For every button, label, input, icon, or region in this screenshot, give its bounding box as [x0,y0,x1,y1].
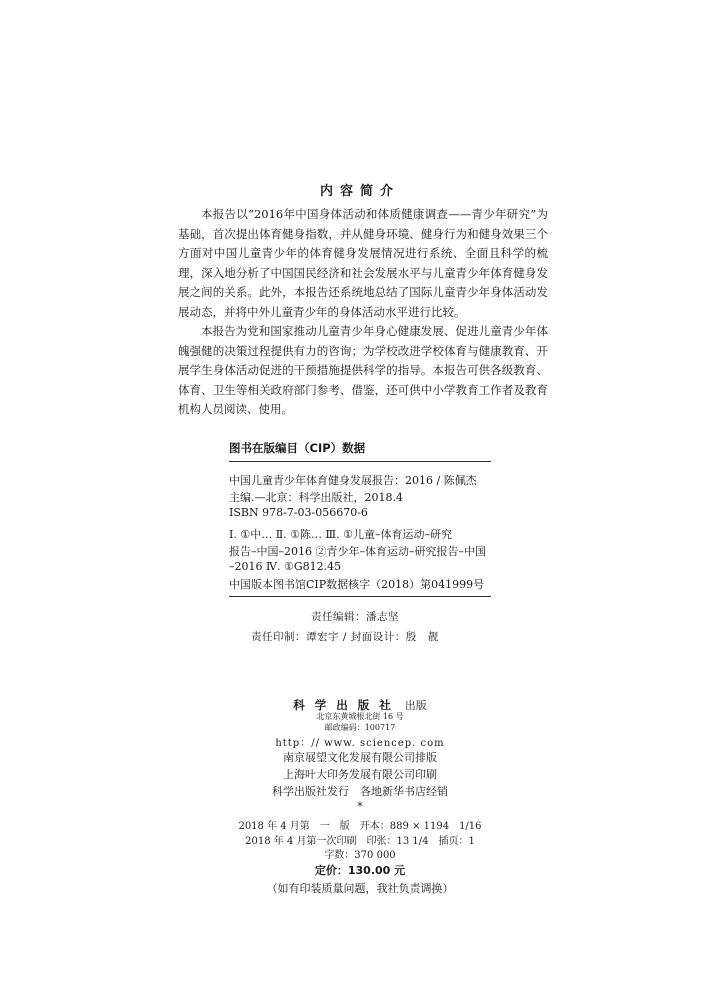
typesetter: 南京展望文化发展有限公司排版 [283,751,437,764]
cip-bottom-rule [229,596,491,597]
cip-top-rule [229,461,491,462]
quality-notice: （如有印装质量问题，我社负责调换） [266,882,454,895]
cip-line-2: 主编.—北京：科学出版社，2018.4 [229,491,403,504]
price: 定价：130.00 元 [314,864,406,877]
printer: 上海叶大印务发展有限公司印刷 [283,768,437,781]
word-count: 字数：370 000 [324,850,396,861]
cip-line-5: 报告–中国–2016 ②青少年–体育运动–研究报告–中国 [229,545,486,558]
page-title: 内容简介 [319,184,400,199]
cip-number: 中国版本图书馆CIP数据核字（2018）第041999号 [229,578,485,591]
distribution: 科学出版社发行 各地新华书店经销 [272,785,448,798]
cip-line-6: –2016 Ⅳ. ①G812.45 [229,560,342,573]
publisher-postcode: 邮政编码：100717 [324,723,396,732]
summary-paragraph-1: 本报告以“2016年中国身体活动和体质健康调查——青少年研究”为基础，首次提出体育健身指数，并从健身环境、健身行为和健身效果三个方面对中国儿童青少年的体育健身发展情况进行系统、全面且科学的梳理，深入地分析了中国国民经济和社会发展水平与儿童青少年体育健身发展之间的关系。此外，本报告还系统地总结了国际儿童青少年身体活动发展动态，并将中外儿童青少年的身体活动水平进行比较。 [178,207,548,319]
summary-paragraph-2: 本报告为党和国家推动儿童青少年身心健康发展、促进儿童青少年体魄强健的决策过程提供有力的咨询；为学校改进学校体育与健康教育、开展学生身体活动促进的干预措施提供科学的指导。本报告可供各级教育、体育、卫生等相关政府部门参考、借鉴，还可供中小学教育工作者及教育机构人员阅读、使用。 [178,324,548,416]
responsible-editor: 责任编辑：潘志坚 [311,611,399,623]
cip-line-4: Ⅰ. ①中… Ⅱ. ①陈… Ⅲ. ①儿童–体育运动–研究 [229,528,452,541]
publisher-suffix: 出版 [404,699,427,712]
publisher-address: 北京东黄城根北街 16 号 [316,712,404,721]
publisher-url: http：// www. sciencep. com [275,738,445,749]
cip-heading: 图书在版编目（CIP）数据 [229,441,366,455]
printing-info: 2018 年 4 月第一次印刷 印张：13 1/4 插页：1 [245,836,475,847]
publisher-name: 科 学 出 版 社 [293,698,394,712]
print-and-cover-design: 责任印制：谭宏宇 / 封面设计：殷 靓 [251,631,439,643]
divider-star: * [357,800,363,813]
summary-block [178,205,548,420]
edition-info: 2018 年 4 月第 一 版 开本：889 × 1194 1/16 [238,821,482,832]
cip-isbn: ISBN 978-7-03-056670-6 [229,506,368,519]
cip-line-1: 中国儿童青少年体育健身发展报告：2016 / 陈佩杰 [229,474,477,487]
